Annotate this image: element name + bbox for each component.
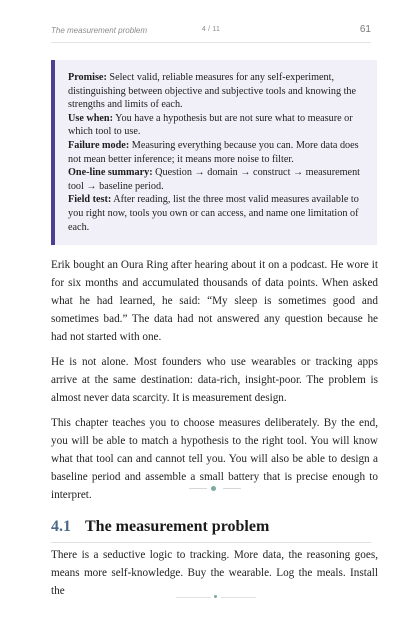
promise-text: Select valid, reliable measures for any self-experiment, distinguishing between objective and subjective tools and knowing the strengths and limits of each. (68, 72, 357, 111)
one-line-summary-entry (68, 166, 365, 193)
use-when-entry (68, 112, 365, 139)
intro-paragraph: This chapter teaches you to choose measures deliberately. By the end, you will be able to match a hypothesis to the right tool. You will know what that tool can and cannot tell you. You will also be able to design a baseline period and assemble a small battery that is precise enough to interpret. (51, 417, 378, 501)
section-heading (51, 518, 371, 542)
failure-mode-text: Measuring everything because you can. More data does not mean better inference; it means more noise to filter. (68, 139, 359, 165)
chapter-intro (51, 256, 378, 511)
section-title: The measurement problem (85, 518, 270, 535)
page-header (51, 24, 371, 38)
section-paragraph: There is a seductive logic to tracking. More data, the reasoning goes, means more self-knowledge. Buy the wearable. Log the meals. Install the (51, 549, 378, 597)
intro-paragraph: He is not alone. Most founders who use wearables or tracking apps arrive at the same destination: data-rich, insight-poor. The problem is almost never data scarcity. It is measurement design. (51, 356, 378, 404)
field-test-text: After reading, list the three most valid measures available to you right now, tools you own or can access, and name one limitation of each. (68, 194, 359, 233)
section-body (51, 546, 378, 600)
use-when-text: You have a hypothesis but are not sure what to measure or which tool to use. (68, 112, 353, 138)
page-progress: 4 / 11 (201, 26, 221, 33)
use-when-label: Use when: (68, 112, 113, 124)
promise-entry (68, 71, 365, 112)
failure-mode-entry (68, 139, 365, 166)
footer-dot-icon (214, 595, 217, 598)
page-number: 61 (359, 24, 371, 35)
section-number: 4.1 (51, 518, 71, 535)
footer-ornament (176, 594, 256, 602)
one-line-summary-label: One-line summary: (68, 167, 153, 179)
field-test-label: Field test: (68, 194, 112, 206)
chapter-summary-callout (51, 60, 377, 245)
failure-mode-label: Failure mode: (68, 139, 130, 151)
ornament-dot-icon (211, 486, 216, 491)
header-divider (51, 42, 371, 43)
section-break-ornament (189, 484, 241, 494)
section-divider (51, 542, 371, 543)
field-test-entry (68, 193, 365, 234)
promise-label: Promise: (68, 72, 107, 83)
one-line-summary-text: Question → domain → construct → measurement tool → baseline period. (68, 167, 360, 192)
intro-paragraph: Erik bought an Oura Ring after hearing about it on a podcast. He wore it for six months and accumulated thousands of data points. When asked what he had learned, he said: “My sleep is sometimes good and sometimes bad.” The data had not answered any question because he had not started with one. (51, 259, 378, 343)
running-title: The measurement problem (51, 26, 148, 35)
